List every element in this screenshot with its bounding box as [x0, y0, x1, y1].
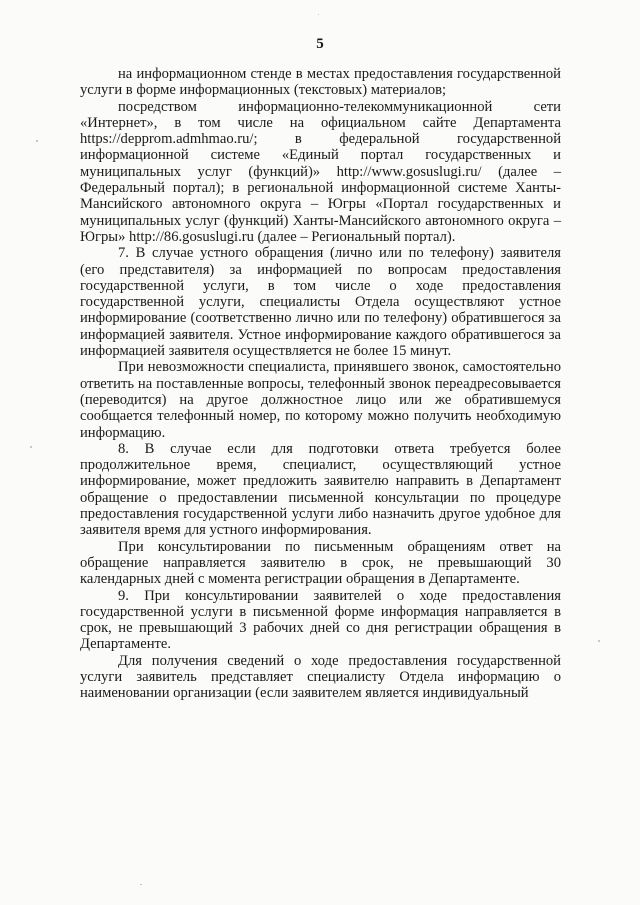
- paragraph-info-stand: на информационном стенде в местах предоставления государственной услуги в форме информационных (текстовых) материалов;: [80, 66, 561, 99]
- paragraph-call-redirect: При невозможности специалиста, принявшего звонок, самостоятельно ответить на поставленные вопросы, телефонный звонок переадресовывается (переводится) на другое должностное лицо или же обратившемуся сообщается телефонный номер, по которому можно получить необходимую информацию.: [80, 359, 561, 441]
- paragraph-written-response-term: При консультировании по письменным обращениям ответ на обращение направляется заявителю в срок, не превышающий 30 календарных дней с момента регистрации обращения в Департаменте.: [80, 538, 561, 588]
- paragraph-item-8-written-consultation: 8. В случае если для подготовки ответа требуется более продолжительное время, специалист, осуществляющий устное информирование, может предложить заявителю направить в Департамент обращение о предоставлении письменной консультации по процедуре предоставления государственной услуги либо назначить другое удобное для заявителя время для устного информирования.: [80, 440, 561, 539]
- paragraph-progress-request: Для получения сведений о ходе предоставления государственной услуги заявитель представляет специалисту Отдела информацию о наименовании организации (если заявителем является индивидуальный: [80, 652, 561, 702]
- paragraph-internet-portals: посредством информационно-телекоммуникационной сети «Интернет», в том числе на официальном сайте Департамента https://depprom.admhmao.ru/; в федеральной государственной информационной системе «Единый портал государственных и муниципальных услуг (функций)» http://www.gosuslugi.ru/ (далее – Федеральный портал); в региональной информационной системе Ханты-Мансийского автономного округа – Югры «Портал государственных и муниципальных услуг (функций) Ханты-Мансийского автономного округа – Югры» http://86.gosuslugi.ru (далее – Региональный портал).: [80, 98, 561, 245]
- scan-speck: [140, 884, 142, 885]
- scan-speck: [36, 140, 38, 142]
- paragraph-item-9-progress-info: 9. При консультировании заявителей о ходе предоставления государственной услуги в письменной форме информация направляется в срок, не превышающий 3 рабочих дней со дня регистрации обращения в Департаменте.: [80, 587, 561, 653]
- paragraph-item-7-oral-inquiry: 7. В случае устного обращения (лично или по телефону) заявителя (его представителя) за информацией по вопросам предоставления государственной услуги, в том числе о ходе предоставления государственной услуги, специалисты Отдела осуществляют устное информирование (соответственно лично или по телефону) обратившегося за информацией заявителя. Устное информирование каждого обратившегося за информацией заявителя осуществляется не более 15 минут.: [80, 245, 561, 360]
- document-body: [80, 66, 561, 702]
- scan-speck: [598, 640, 600, 642]
- scan-speck: [318, 14, 319, 15]
- scan-speck: [30, 446, 32, 448]
- page-number: 5: [316, 36, 324, 52]
